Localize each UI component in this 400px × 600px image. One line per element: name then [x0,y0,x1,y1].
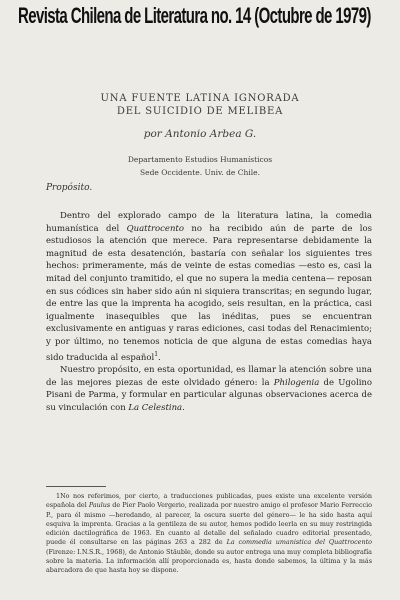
paragraph-2 [46,364,372,414]
paragraph-1-end: . [158,352,161,363]
paragraph-1-text-a: Dentro del explorado campo de la literatura latina, la comedia humanística del [46,211,372,234]
article-title-line-2: DEL SUICIDIO DE MELIBEA [116,106,284,117]
paragraph-1-text-c: no ha recibido aún de parte de los estudiosos la atención que merece. Para representarse debidamente la magnitud de esta desatención, bastaría con señalar los siguientes tres hechos: primeramente, más de veinte de estas comedias —esto es, casi la mitad del conjunto tramitido, el que no supera la media centena— reposan en sus códices sin haber sido aún ni siquiera transcritas; en segundo lugar, de entre las que la imprenta ha acogido, seis resultan, en la práctica, casi igualmente inasequibles que las inéditas, pues se encuentran exclusivamente en antiguas y raras ediciones, casi todas del Renacimiento; y por último, no tenemos noticia de que alguna de estas comedias haya sido traducida al español [46,223,372,363]
footnote [46,492,372,576]
footnote-divider [46,486,106,487]
footnote-italic-paulus: Paulus [88,501,111,510]
affiliation-institution: Sede Occidente. Univ. de Chile. [140,168,260,177]
paragraph-2-italic-philogenia: Philogenia [273,377,320,388]
paragraph-1-italic: Quattrocento [126,223,184,234]
footnote-text-e: (Firenze: I.N.S.R., 1968), de Antonio Stäuble, donde su autor entrega una muy completa bibliografía sobre la materia. La información allí proporcionada es, hasta donde sabemos, la última y la más abarcadora de que hasta hoy se dispone. [46,547,372,575]
paragraph-1 [46,210,372,364]
affiliation-department: Departamento Estudios Humanísticos [127,155,273,164]
author-byline: por Antonio Arbea G. [143,128,257,140]
section-heading: Propósito. [46,183,93,193]
paragraph-2-end: . [182,402,185,413]
paragraph-2-italic-celestina: La Celestina [128,402,183,413]
article-title-line-1: UNA FUENTE LATINA IGNORADA [100,93,300,104]
footnote-marker[interactable]: 1 [154,350,159,358]
footnote-italic-book: La commedia umanistica del Quattrocento [226,538,372,547]
article-body [46,210,372,414]
paragraph-2-text-c: de Ugolino Pisani de Parma, y formular en particular algunas observaciones acerca de su vinculación con [46,377,372,413]
journal-stamp: Revista Chilena de Literatura no. 14 (Octubre de 1979) [18,4,371,29]
paragraph-2-text-a: Nuestro propósito, en esta oportunidad, es llamar la atención sobre una de las mejores piezas de este olvidado género: la [46,364,372,388]
footnote-text [46,492,372,576]
footnote-text-c: de Pier Paolo Vergerio, realizada por nuestro amigo el profesor Mario Ferreccio P., para él mismo —heredando, al parecer, la oscura suerte del género— le ha sido hasta aquí esquiva la imprenta. Gracias a la gentileza de su autor, hemos podido leerla en su muy restringida edición dactilográfica de 1963. En cuanto al detalle del señalado cuadro editorial presentado, puede él consultarse en las páginas 263 a 282 de [46,501,372,547]
footnote-text-a: 1No nos referimos, por cierto, a traducciones publicadas, pues existe una excelente versión española del [46,492,372,510]
